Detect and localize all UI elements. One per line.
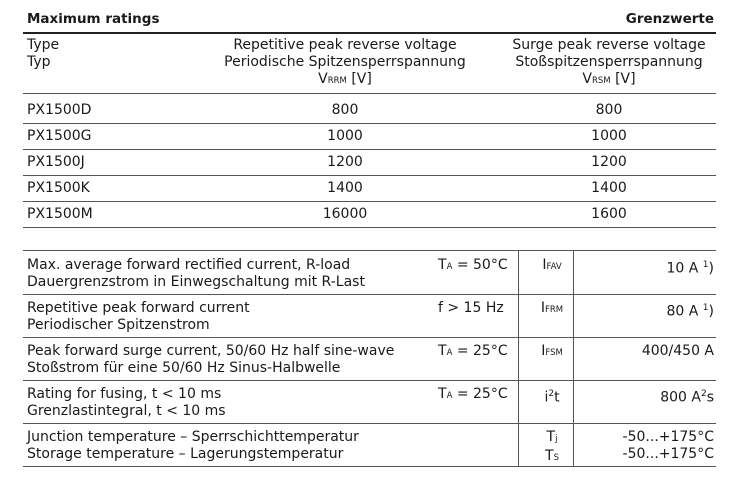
row-divider bbox=[23, 337, 716, 338]
vrrm-cell: 1000 bbox=[327, 128, 363, 144]
symbol: IFAV bbox=[542, 257, 562, 273]
parameter-description bbox=[27, 386, 427, 420]
symbol: Tj TS bbox=[545, 429, 559, 464]
value: -50...+175°C -50...+175°C bbox=[622, 429, 714, 462]
condition: TA = 25°C bbox=[438, 386, 508, 402]
vrrm-label-en: Repetitive peak reverse voltage bbox=[233, 37, 457, 53]
vrrm-column-header bbox=[220, 37, 470, 90]
parameter-description bbox=[27, 343, 427, 377]
type-cell: PX1500G bbox=[27, 128, 92, 144]
vrrm-cell: 1400 bbox=[327, 180, 363, 196]
table2-top-rule bbox=[23, 250, 716, 251]
table1-header-rule bbox=[23, 93, 716, 94]
table2-bottom-rule bbox=[23, 466, 716, 467]
symbol: IFRM bbox=[540, 300, 564, 316]
value: 80 A $^1$) bbox=[666, 303, 714, 320]
description-en: Peak forward surge current, 50/60 Hz half sine-wave bbox=[27, 343, 395, 359]
vrsm-label-de: Stoßspitzensperrspannung bbox=[515, 54, 703, 70]
value: 800 $A^2s$ bbox=[660, 389, 714, 406]
column-separator bbox=[518, 250, 519, 466]
description-de: Grenzlastintegral, t < 10 ms bbox=[27, 403, 226, 419]
vrrm-symbol: VRRM [V] bbox=[318, 71, 372, 87]
description-de: Periodischer Spitzenstrom bbox=[27, 317, 210, 333]
parameter-description bbox=[27, 429, 427, 463]
vrrm-label-de: Periodische Spitzensperrspannung bbox=[224, 54, 466, 70]
vrsm-cell: 800 bbox=[595, 102, 623, 118]
symbol: $i^2t$ bbox=[544, 389, 560, 406]
section-title-german: Grenzwerte bbox=[625, 11, 714, 27]
vrsm-cell: 1000 bbox=[591, 128, 627, 144]
type-cell: PX1500M bbox=[27, 206, 93, 222]
table-row bbox=[27, 175, 716, 201]
vrsm-label-en: Surge peak reverse voltage bbox=[512, 37, 706, 53]
parameter-description bbox=[27, 300, 427, 334]
section-title-english: Maximum ratings bbox=[27, 11, 160, 27]
value: 10 A $^1$) bbox=[666, 260, 714, 277]
table1-header bbox=[27, 37, 716, 93]
vrsm-cell: 1400 bbox=[591, 180, 627, 196]
type-cell: PX1500K bbox=[27, 180, 90, 196]
row-divider bbox=[23, 423, 716, 424]
vrsm-cell: 1200 bbox=[591, 154, 627, 170]
vrsm-cell: 1600 bbox=[591, 206, 627, 222]
column-separator bbox=[573, 250, 574, 466]
description-de: Stoßstrom für eine 50/60 Hz Sinus-Halbwelle bbox=[27, 360, 341, 376]
row-divider bbox=[23, 380, 716, 381]
condition: f > 15 Hz bbox=[438, 300, 504, 316]
vrrm-cell: 1200 bbox=[327, 154, 363, 170]
parameter-description bbox=[27, 257, 427, 291]
vrsm-symbol: VRSM [V] bbox=[582, 71, 636, 87]
table-row bbox=[27, 123, 716, 149]
type-label-en: Type bbox=[27, 37, 60, 53]
vrrm-cell: 800 bbox=[331, 102, 359, 118]
vrrm-cell: 16000 bbox=[322, 206, 368, 222]
description-en: Max. average forward rectified current, R-load bbox=[27, 257, 351, 273]
table-row bbox=[27, 201, 716, 227]
row-divider bbox=[23, 294, 716, 295]
table-row bbox=[27, 149, 716, 175]
value: 400/450 A bbox=[641, 343, 714, 359]
table-row bbox=[27, 97, 716, 123]
description-en: Repetitive peak forward current bbox=[27, 300, 250, 316]
table1-bottom-rule bbox=[23, 227, 716, 228]
description-en: Rating for fusing, t < 10 ms bbox=[27, 386, 222, 402]
description-en: Junction temperature – Sperrschichttemperatur bbox=[27, 429, 359, 445]
type-column-header bbox=[27, 37, 59, 71]
table1-top-rule bbox=[23, 32, 716, 34]
condition: TA = 25°C bbox=[438, 343, 508, 359]
type-cell: PX1500D bbox=[27, 102, 92, 118]
condition: TA = 50°C bbox=[438, 257, 508, 273]
description-de: Storage temperature – Lagerungstemperatur bbox=[27, 446, 344, 462]
type-label-de: Typ bbox=[27, 54, 51, 70]
type-cell: PX1500J bbox=[27, 154, 85, 170]
symbol: IFSM bbox=[541, 343, 563, 359]
description-de: Dauergrenzstrom in Einwegschaltung mit R-Last bbox=[27, 274, 365, 290]
vrsm-column-header bbox=[494, 37, 724, 90]
